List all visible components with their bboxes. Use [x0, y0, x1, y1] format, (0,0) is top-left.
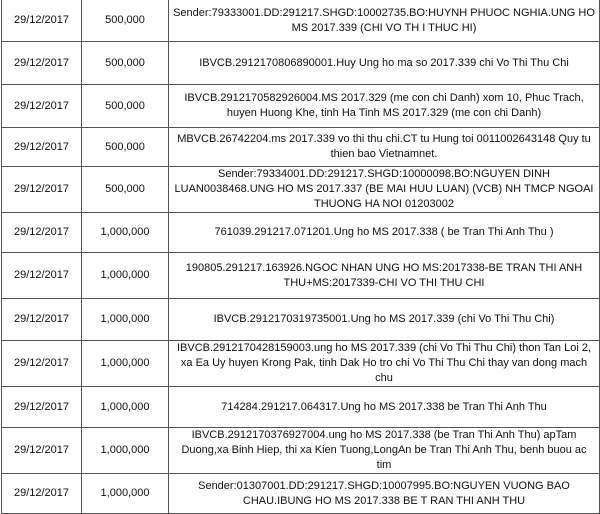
- table-row: [2, 299, 600, 341]
- table-row: [2, 0, 600, 42]
- description-cell: 761039.291217.071201.Ung ho MS 2017.338 ( be Tran Thi Anh Thu ): [169, 213, 600, 253]
- date-cell: 29/12/2017: [2, 428, 82, 474]
- date-cell: 29/12/2017: [2, 253, 82, 299]
- description-cell: Sender:01307001.DD:291217.SHGD:10007995.BO:NGUYEN VUONG BAO CHAU.IBUNG HO MS 2017.338 BE T RAN THI ANH THU: [169, 474, 600, 514]
- amount-cell: 500,000: [82, 0, 169, 42]
- table-row: [2, 213, 600, 253]
- description-cell: IBVCB.2912170582926004.MS 2017.329 (me con chi Danh) xom 10, Phuc Trach, huyen Huong Khe, tinh Ha Tinh MS 2017.329 (me con chi Danh): [169, 85, 600, 128]
- description-cell: IBVCB.2912170319735001.Ung ho MS 2017.339 (chi Vo Thi Thu Chi): [169, 299, 600, 341]
- amount-cell: 500,000: [82, 167, 169, 213]
- date-cell: 29/12/2017: [2, 128, 82, 167]
- table-row: [2, 474, 600, 514]
- amount-cell: 500,000: [82, 128, 169, 167]
- amount-cell: 1,000,000: [82, 299, 169, 341]
- table-row: [2, 341, 600, 387]
- table-row: [2, 128, 600, 167]
- amount-cell: 1,000,000: [82, 428, 169, 474]
- description-cell: IBVCB.2912170806890001.Huy Ung ho ma so 2017.339 chi Vo Thi Thu Chi: [169, 42, 600, 85]
- amount-cell: 1,000,000: [82, 213, 169, 253]
- table-row: [2, 428, 600, 474]
- amount-cell: 1,000,000: [82, 253, 169, 299]
- date-cell: 29/12/2017: [2, 474, 82, 514]
- description-cell: Sender:79334001.DD:291217.SHGD:10000098.BO:NGUYEN DINH LUAN0038468.UNG HO MS 2017.337 (BE MAI HUU LUAN) (VCB) NH TMCP NGOAI THUONG HA NOI 01203002: [169, 167, 600, 213]
- amount-cell: 1,000,000: [82, 474, 169, 514]
- description-cell: 714284.291217.064317.Ung ho MS 2017.338 be Tran Thi Anh Thu: [169, 387, 600, 428]
- date-cell: 29/12/2017: [2, 85, 82, 128]
- date-cell: 29/12/2017: [2, 299, 82, 341]
- date-cell: 29/12/2017: [2, 42, 82, 85]
- date-cell: 29/12/2017: [2, 167, 82, 213]
- amount-cell: 1,000,000: [82, 387, 169, 428]
- description-cell: 190805.291217.163926.NGOC NHAN UNG HO MS:2017338-BE TRAN THI ANH THU+MS:2017339-CHI VO THI THU CHI: [169, 253, 600, 299]
- amount-cell: 500,000: [82, 42, 169, 85]
- donation-ledger-table: [1, 0, 600, 514]
- table-row: [2, 387, 600, 428]
- date-cell: 29/12/2017: [2, 387, 82, 428]
- date-cell: 29/12/2017: [2, 341, 82, 387]
- table-row: [2, 42, 600, 85]
- amount-cell: 1,000,000: [82, 341, 169, 387]
- description-cell: IBVCB.2912170376927004.ung ho MS 2017.338 (be Tran Thi Anh Thu) apTam Duong,xa Binh Hiep, thi xa Kien Tuong,LongAn be Tran Thi Anh Thu, benh buou ac tim: [169, 428, 600, 474]
- description-cell: MBVCB.26742204.ms 2017.339 vo thi thu chi.CT tu Hung toi 0011002643148 Quy tu thien bao Vietnamnet.: [169, 128, 600, 167]
- amount-cell: 500,000: [82, 85, 169, 128]
- date-cell: 29/12/2017: [2, 213, 82, 253]
- date-cell: 29/12/2017: [2, 0, 82, 42]
- description-cell: Sender:79333001.DD:291217.SHGD:10002735.BO:HUYNH PHUOC NGHIA.UNG HO MS 2017.339 (CHI VO TH I THUC HI): [169, 0, 600, 42]
- table-row: [2, 85, 600, 128]
- table-row: [2, 167, 600, 213]
- table-row: [2, 253, 600, 299]
- description-cell: IBVCB.2912170428159003.ung ho MS 2017.339 (chi Vo Thi Thu Chi) thon Tan Loi 2, xa Ea Uy huyen Krong Pak, tinh Dak Ho tro chi Vo Thi Thu Chi thay van dong mach chu: [169, 341, 600, 387]
